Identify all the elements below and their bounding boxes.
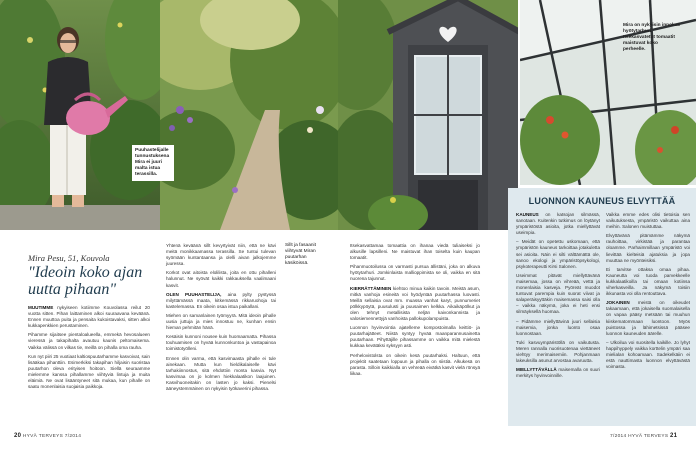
- photo-woman-graphic: [0, 0, 160, 230]
- article-column-1: [28, 305, 150, 393]
- photo-shed-graphic: [338, 0, 518, 230]
- paragraph-4-5: Tuki kasvuympäristöllä on vaikutusta. Meren rannalla nuorisuotenaa viettäneet viehtyy merimaisemiin. Pohjanmaan lakeuksilla asunut arvostaa avaruutta.: [516, 339, 600, 364]
- paragraph-2-2: Korkot ovat aitoista elolilista, joita en ottu pihalleni halunnut. Ne syövät kaikki rakkauksella vaalimaani kasvit.: [166, 270, 276, 288]
- footer-right: [610, 433, 677, 439]
- caption-greenhouse: Mira on nykyisin innokas hyötytarhuri. Itsekasvatetut tomaatit maistuvat koko perheelle.: [623, 23, 681, 52]
- paragraph-5-3: Ei tarvitse ottaksa omaa pihaa. Kauneutta voi tuoda parvekkeelle kukkalaatikoilla tai omaan kotiinsa viherkasveilla. Ja näkymä toisiin ikkunasta voi olla rentouttava.: [606, 266, 690, 297]
- lead-5-4: JOKAINEN: [606, 300, 630, 306]
- paragraph-4-1: KAUNEUS on katsojan silmässä, sanotaan. Kuitenkin tutkimus on löytänyt ympäristöstä asioita, jotka miellyttävät useimpia.: [516, 212, 600, 236]
- page-number-right: 21: [669, 433, 678, 439]
- paragraph-3-1: Itsekasvattamaa tomaattia on ihanaa viedä tuliaiseksi jo alkusille lapsilleni. Ne maistuvat ihan toiselta kuin kaupan tomaatit.: [350, 243, 480, 261]
- caption-watering-can: Puuhastelijalle tunnustuksena Mira ei juuri malta istua terassilla.: [132, 145, 174, 181]
- lead-2-3: OLEN PUUHASTELIJA,: [166, 291, 222, 297]
- paragraph-3-3: KIERRÄTTÄMINEN kiehtoo minua kaikin tavoin. Meistä asum, mitkä vanhoja esineitä voi hyödyntää puutarhassa luovasti. Meillä sellaisia ovat mm. muassa vanhat karyt, punnumeriet pölkkypöytä, puusulusti ja puusaimen kelkka. Aikaikäpölkut ja olen tehnyt metallisista neljän kaivonkannista ja valosiemennettyjä vanhoista pallokupolampuista.: [350, 285, 480, 322]
- paragraph-5-1: Vaikka emme edes olisi tietoisia sen vaikutuksesta, ympäristö vaikuttaa aina meihin. Salonen muistuttaa.: [606, 212, 690, 230]
- page-number-left: 20: [14, 433, 22, 439]
- article-column-3: [350, 243, 480, 380]
- paragraph-3-5: Perhelovistolsta on oikein kesä puutarhaksi. Haltuun, että projektit saatetaan loppuun ja pihalla on siistiä. Alkukesä on parasta. Silloin kaikkialla on vehreää eivätkä kasvit vielä rönsyä liikaa.: [350, 352, 480, 376]
- paragraph-1-1: MUUTIMME nykyiseen kotiimme Kouvolassa reilut 20 vuotta sitten. Pihan laittaminen alkoi suuraavana keväänä. Ennen muuttoa puita ja pensaita kukoistavaksi, sitten alkoi kukkapenkkien perustaminen.: [28, 305, 150, 329]
- sidebar-title: LUONNON KAUNEUS ELVYTTÄÄ: [528, 196, 676, 206]
- magazine-right: 7/2014 HYVÄ TERVEYS: [610, 434, 669, 439]
- paragraph-2-5: Kesäisin kunnoni nousee kuin huomaamatta. Pihassa touhuamisen on hyvää kunnonkuntoa ja vastapainoa toimistotyölleni.: [166, 334, 276, 352]
- magazine-left: HYVÄ TERVEYS 7/2014: [22, 434, 82, 439]
- paragraph-5-4: JOKAINEN meistä on oikeudet takaamaan, että jokaisella suomalaisella on vapaa pääsy metsään tai muuhun kiiskematommaan luontoon. Myös puistossa ja lähimetsissä pääsee luonnon kauneuden äärelle.: [606, 300, 690, 336]
- paragraph-1-3: Kun nyt piiri 25 vuotiaat kaltiospuutarhamme kasvoivat, sain lisääkaa pihanttiin. Esimerkiksi takapihan hiljaisin suoristaa puutarhon oleva erityisen hoitoon. Siellä seuraamme mielemme kanssa pihallamme viihtyviä lintuja ja muita eläimiä. Ne ovat lisääntyneet sitä mukaa, kun pihalle on saatu monenlaisia suojaisia paikkoja.: [28, 353, 150, 390]
- lead-4-6: MIELLYTTÄVÄLLÄ: [516, 367, 557, 373]
- photo-garden-path: [160, 0, 338, 230]
- paragraph-4-2: – Meidät on opetettu uskomaan, että ympäristön kauneus tarkoittaa jotakuletta sei asioita. Näin ei silti välttämättä ole, sanoo ekologi ja ympäristöpsykologi, psykoterapeutti Kirsi Salonen.: [516, 239, 600, 269]
- sidebar-column-2: [606, 212, 690, 373]
- paragraph-2-4: Miehen on samanlainen työmyyrä. Mitä ideoin pihalle uusia juttuja ja mies innostuu ne, kunhan ensin hieman pehmitän hänä.: [166, 312, 276, 331]
- paragraph-5-2: Elvyttävänä pitämämme näkymä rauhoittaa, virkistää ja parantaa oloamme. Parhaimmillaan ympäristö voi lievittää kielteisiä ajatuksia ja jopa muuttaa ne myönteisiksi.: [606, 233, 690, 263]
- paragraph-2-1: Yhtenä keväänä sillt kevyrtyivät niin, että ne kävi meitä monikkaamassa terassilla. Se tuntui tulevan syömään kuntantaansa ja olelli aivan jalkojemme juuressa.: [166, 243, 276, 267]
- byline: Mira Pesu, 51, Kouvola: [28, 253, 110, 263]
- sidebar-column-1: [516, 212, 600, 382]
- paragraph-5-5: – Ulkoilua voi suositella kaikille. Jo lyhyt happihyppely vaikka korttelin ympäri saa mielialan kohoamaan. Sadekelkäiin ei estä nauttimasta luonnon elvyttävästä voimasta.: [606, 339, 690, 370]
- lead-3-3: KIERRÄTTÄMINEN: [350, 285, 392, 291]
- paragraph-4-3: Useimmat pitävät miellyttävänä maisemaa, jossa on vihreää, vettä ja monenlaisia kasveja. Pyöreät muodot tuntuvat parempia kuin suorat viivat ja salaperäisyyttäkin maisemassa saisi olla – vaikka näkymä, joka ei heti ensi silmäyksellä huomaa.: [516, 272, 600, 315]
- photo-garden-graphic: [160, 0, 338, 230]
- lead-4-1: KAUNEUS: [516, 212, 539, 217]
- paragraph-4-4: – Pidämme miellyttävinä juuri sellaisia maisemia, jonka luonto osaa luonnostaan.: [516, 318, 600, 336]
- paragraph-2-3: OLEN PUUHASTELIJA, aina pylty pystyssä milyttämässä maata, kitkemässä rikkaruohoja tai kastelemassa. En oikein osaa istua paikallani.: [166, 291, 276, 309]
- paragraph-3-2: Pihanmuotoilussa on varmasti pursua ällistäni, joka on alkuva hyötytarhuri. Jomkinlaista mallioppimista se oli, vaikka en sitä nuorena tajunnut.: [350, 264, 480, 282]
- paragraph-3-4: Luonnon hyvinvointia ajatelleme kompostoimalla keittiö- ja puutarhajätteet. Niistä syntyy hyvää maanparannusainetta puutarhaan. Pihyttäjille pihassamme on vaikka mitä mielestä kukkaa kevätäksi syksyyn asti.: [350, 325, 480, 349]
- paragraph-2-6: Ennen olin varma, että kasvimaasta pihalle ei tule ainekaan. Mutta kun hieldikalaiselle kävi tarhakiinnostus, sitä ehdottiin monta kasvia. Nyt kasvimaa on jo kolmen hiekkalaatikon laajuinen. Kasvihuoneitakin on lasten jo kaksi. Pienelsi ääneystemmäinen on nykyisin työkaverini pihassa.: [166, 355, 276, 391]
- headline: "Ideoin koko ajan uutta pihaan": [28, 264, 143, 298]
- photo-garden-shed: [338, 0, 518, 230]
- article-column-2: [166, 243, 276, 395]
- paragraph-1-2: Pihamme sijaitsee pientaloalueella, emmekä hevosalueen vieressä ja takapihalta avautuu kaunis peltomaisema. Vaikka välissä on vilkas tie, meillä on pihalla oma rauha.: [28, 332, 150, 350]
- lead-1-1: MUUTIMME: [28, 305, 54, 310]
- footer-left: [14, 433, 81, 439]
- paragraph-4-6: MIELLYTTÄVÄLLÄ maisemalla on suuri merkitys hyvinvoinnille.: [516, 367, 600, 379]
- photo-woman-watering-can: [0, 0, 160, 230]
- caption-sitting-area: Sillt ja fasaanit viihtyvät Miran puutarhan käsiköissä.: [285, 243, 316, 266]
